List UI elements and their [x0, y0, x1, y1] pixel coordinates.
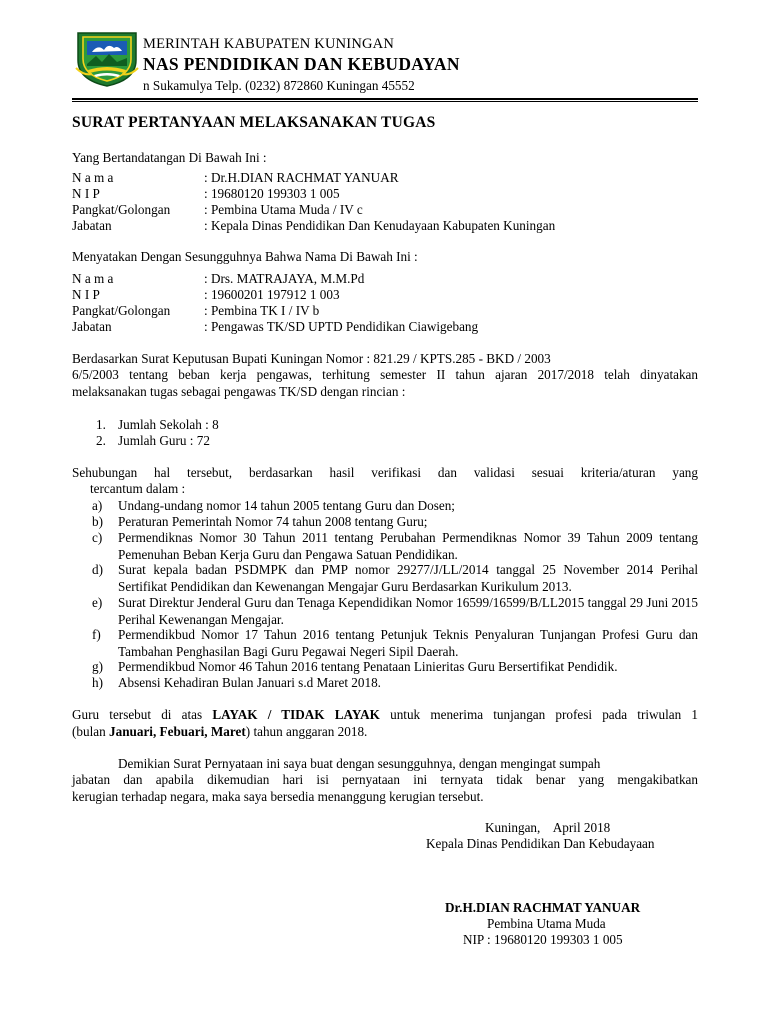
signature-name: Dr.H.DIAN RACHMAT YANUAR: [445, 900, 641, 915]
subject-value-name: : Drs. MATRAJAYA, M.M.Pd: [204, 271, 365, 286]
decision-line-1: [72, 707, 698, 724]
regulation-text: Peraturan Pemerintah Nomor 74 tahun 2008 tentang Guru;: [118, 514, 428, 529]
intro-signer: Yang Bertandatangan Di Bawah Ini :: [72, 150, 267, 165]
decision-line-2: [72, 724, 367, 740]
detail-number: 1.: [96, 417, 106, 432]
letterhead-address: n Sukamulya Telp. (0232) 872860 Kuningan 45552: [143, 78, 415, 93]
detail-number: 2.: [96, 433, 106, 448]
letter-title: SURAT PERTANYAAN MELAKSANAKAN TUGAS: [72, 114, 436, 131]
signature-position: Kepala Dinas Pendidikan Dan Kebudayaan: [426, 836, 655, 851]
letterhead-divider-thin: [72, 101, 698, 102]
decision-text: (bulan: [72, 724, 109, 739]
regulation-marker: c): [92, 530, 103, 545]
letterhead-office: NAS PENDIDIKAN DAN KEBUDAYAN: [143, 54, 460, 74]
regulation-text: Permendikbud Nomor 46 Tahun 2016 tentang Penataan Linieritas Guru Bersertifikat Pendidik.: [118, 659, 618, 674]
regulation-marker: d): [92, 562, 103, 577]
signer-label-position: Jabatan: [72, 218, 112, 233]
subject-label-name: N a m a: [72, 271, 114, 286]
signer-label-rank: Pangkat/Golongan: [72, 202, 171, 217]
subject-label-position: Jabatan: [72, 319, 112, 334]
regulation-marker: e): [92, 595, 103, 610]
closing-line-1: Demikian Surat Pernyataan ini saya buat dengan sesungguhnya, dengan mengingat sumpah: [118, 756, 601, 771]
regulation-text: Permendikbud Nomor 17 Tahun 2016 tentang Petunjuk Teknis Penyaluran Tunjangan Profesi Guru dan Tambahan Penghasilan Bagi Guru Pegawai Negeri Sipil Daerah.: [118, 627, 698, 659]
regulations-intro-1: Sehubungan hal tersebut, berdasarkan hasil verifikasi dan validasi sesuai kriteria/aturan yang: [72, 465, 698, 480]
signer-label-name: N a m a: [72, 170, 114, 185]
signer-value-name: : Dr.H.DIAN RACHMAT YANUAR: [204, 170, 399, 185]
detail-teacher-count: Jumlah Guru : 72: [118, 433, 210, 448]
subject-label-nip: N I P: [72, 287, 100, 302]
signature-place-date: Kuningan, April 2018: [485, 820, 611, 835]
decision-text: ) tahun anggaran 2018.: [245, 724, 368, 739]
intro-subject: Menyatakan Dengan Sesungguhnya Bahwa Nama Di Bawah Ini :: [72, 249, 418, 264]
signer-label-nip: N I P: [72, 186, 100, 201]
letterhead-divider: [72, 98, 698, 100]
subject-label-rank: Pangkat/Golongan: [72, 303, 171, 318]
regulation-text: Undang-undang nomor 14 tahun 2005 tentang Guru dan Dosen;: [118, 498, 455, 513]
regulation-marker: b): [92, 514, 103, 529]
signer-value-position: : Kepala Dinas Pendidikan Dan Kenudayaan Kabupaten Kuningan: [204, 218, 556, 233]
regulations-intro-2: tercantum dalam :: [90, 481, 186, 496]
closing-line-2: jabatan dan apabila dikemudian hari isi pernyataan ini ternyata tidak benar yang mengakibatkan: [72, 772, 698, 787]
signature-nip: NIP : 19680120 199303 1 005: [463, 932, 623, 947]
decision-text: Guru tersebut di atas: [72, 707, 213, 722]
regulation-text: Absensi Kehadiran Bulan Januari s.d Maret 2018.: [118, 675, 381, 690]
regulation-text: Permendiknas Nomor 30 Tahun 2011 tentang Perubahan Permendiknas Nomor 39 Tahun 2009 tentang Pemenuhan Beban Kerja Guru dan Pengawa Satuan Pendidikan.: [118, 530, 698, 562]
signature-rank: Pembina Utama Muda: [487, 916, 606, 931]
quarter-months: Januari, Febuari, Maret: [109, 724, 246, 739]
regulation-marker: h): [92, 675, 103, 690]
basis-line-1: Berdasarkan Surat Keputusan Bupati Kuningan Nomor : 821.29 / KPTS.285 - BKD / 2003: [72, 351, 551, 366]
closing-line-3: kerugian terhadap negara, maka saya bersedia menanggung kerugian tersebut.: [72, 789, 484, 804]
regulation-marker: f): [92, 627, 101, 642]
basis-line-3: melaksanakan tugas sebagai pengawas TK/SD dengan rincian :: [72, 384, 406, 399]
detail-school-count: Jumlah Sekolah : 8: [118, 417, 219, 432]
regulation-text: Surat Direktur Jenderal Guru dan Tenaga Kependidikan Nomor 16599/16599/B/LL2015 tanggal 29 Juni 2015 Perihal Kewenangan Mengajar.: [118, 595, 698, 627]
regulation-text: Surat kepala badan PSDMPK dan PMP nomor 29277/J/LL/2014 tanggal 25 November 2014 Perihal Sertifikat Pendidikan dan Kewenangan Mengajar Guru Berdasarkan Kurikulum 2013.: [118, 562, 698, 594]
basis-line-2: 6/5/2003 tentang beban kerja pengawas, terhitung semester II tahun ajaran 2017/2018 telah dinyatakan: [72, 367, 698, 382]
signer-value-rank: : Pembina Utama Muda / IV c: [204, 202, 363, 217]
regulation-marker: g): [92, 659, 103, 674]
subject-value-rank: : Pembina TK I / IV b: [204, 303, 320, 318]
subject-value-nip: : 19600201 197912 1 003: [204, 287, 340, 302]
eligibility-status: LAYAK / TIDAK LAYAK: [212, 707, 380, 722]
regency-emblem-logo: [74, 30, 140, 88]
regulation-marker: a): [92, 498, 103, 513]
signer-value-nip: : 19680120 199303 1 005: [204, 186, 340, 201]
subject-value-position: : Pengawas TK/SD UPTD Pendidikan Ciawigebang: [204, 319, 479, 334]
letterhead-government: MERINTAH KABUPATEN KUNINGAN: [143, 36, 395, 52]
decision-text: untuk menerima tunjangan profesi pada triwulan 1: [379, 707, 699, 722]
